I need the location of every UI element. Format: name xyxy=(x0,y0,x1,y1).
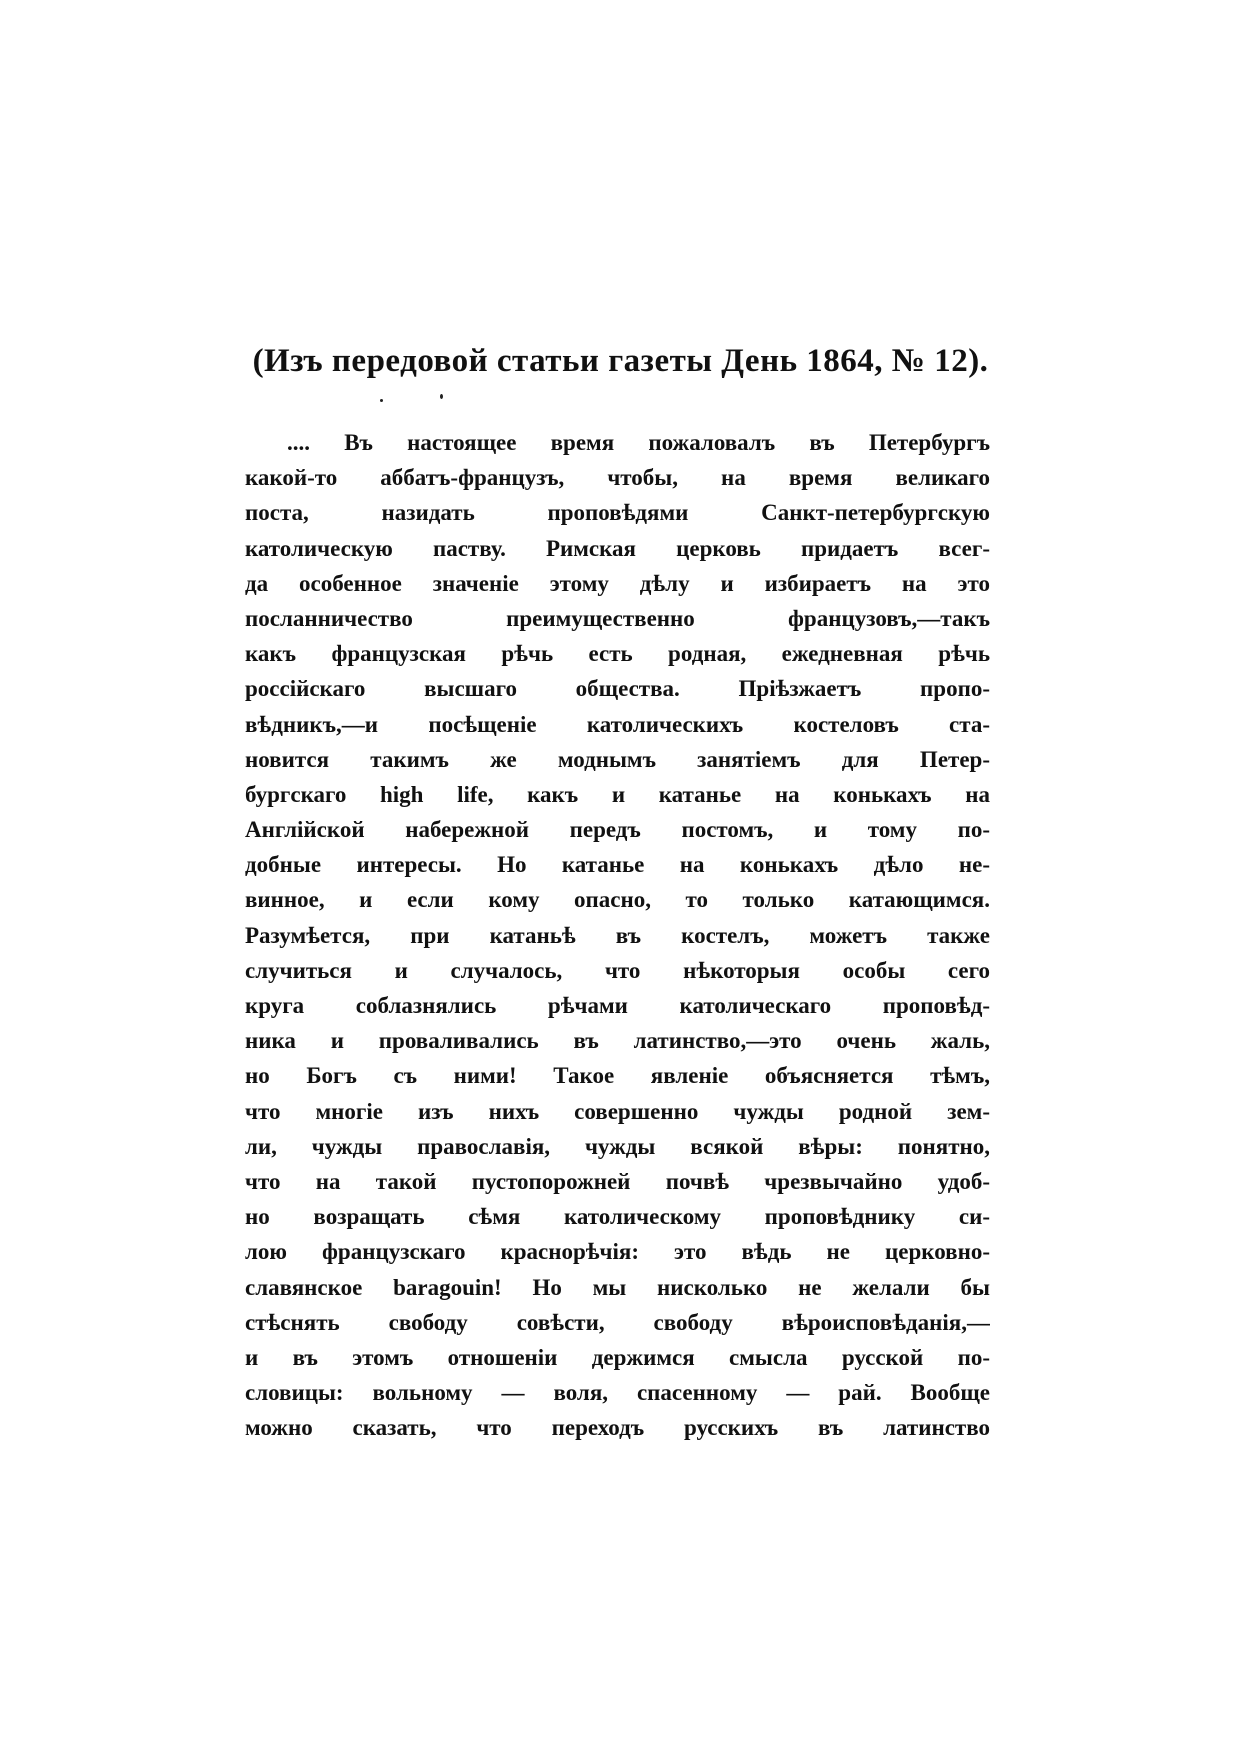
text-line: но возращать сѣмя католическому проповѣднику си- xyxy=(245,1204,990,1230)
text-line: бургскаго high life, какъ и катанье на конькахъ на xyxy=(245,781,990,807)
text-line: добные интересы. Но катанье на конькахъ дѣло не- xyxy=(245,852,990,878)
text-line: что многіе изъ нихъ совершенно чужды родной зем- xyxy=(245,1098,990,1124)
text-line: случиться и случалось, что нѣкоторыя особы сего xyxy=(245,957,990,983)
text-line: новится такимъ же моднымъ занятіемъ для Петер- xyxy=(245,746,990,772)
speck xyxy=(380,399,383,402)
text-line: Англійской набережной передъ постомъ, и тому по- xyxy=(245,817,990,843)
text-line: вѣдникъ,—и посѣщеніе католическихъ костеловъ ста- xyxy=(245,711,990,737)
text-line: да особенное значеніе этому дѣлу и избираетъ на это xyxy=(245,570,990,596)
text-line: стѣснять свободу совѣсти, свободу вѣроисповѣданія,— xyxy=(245,1309,990,1335)
text-line: католическую паству. Римская церковь придаетъ всег- xyxy=(245,535,990,561)
text-line: поста, назидать проповѣдями Санкт-петербургскую xyxy=(245,500,990,526)
text-line: какой-то аббатъ-французъ, чтобы, на время великаго xyxy=(245,465,990,491)
text-line: лою французскаго краснорѣчія: это вѣдь не церковно- xyxy=(245,1239,990,1265)
text-line: посланничество преимущественно французовъ,—такъ xyxy=(245,605,990,631)
print-specks xyxy=(380,392,480,406)
text-line: можно сказать, что переходъ русскихъ въ латинство xyxy=(245,1415,990,1441)
text-line: славянское baragouin! Но мы нисколько не желали бы xyxy=(245,1274,990,1300)
text-line: ли, чужды православія, чужды всякой вѣры: понятно, xyxy=(245,1133,990,1159)
text-line: что на такой пустопорожней почвѣ чрезвычайно удоб- xyxy=(245,1168,990,1194)
text-line: но Богъ съ ними! Такое явленіе объясняется тѣмъ, xyxy=(245,1063,990,1089)
speck xyxy=(440,394,443,399)
text-line: Разумѣется, при катаньѣ въ костелъ, можетъ также xyxy=(245,922,990,948)
text-line: ника и проваливались въ латинство,—это очень жаль, xyxy=(245,1028,990,1054)
text-line: россійскаго высшаго общества. Пріѣзжаетъ пропо- xyxy=(245,676,990,702)
text-line: и въ этомъ отношеніи держимся смысла русской по- xyxy=(245,1344,990,1370)
text-line: круга соблазнялись рѣчами католическаго проповѣд- xyxy=(245,993,990,1018)
heading: (Изъ передовой статьи газеты День 1864, № 12). xyxy=(252,343,989,379)
body-text xyxy=(245,425,990,1445)
text-line: винное, и если кому опасно, то только катающимся. xyxy=(245,887,990,913)
text-line: словицы: вольному — воля, спасенному — рай. Вообще xyxy=(245,1380,990,1406)
text-line: какъ французская рѣчь есть родная, ежедневная рѣчь xyxy=(245,641,990,667)
text-line: .... Въ настоящее время пожаловалъ въ Петербургъ xyxy=(287,430,990,455)
